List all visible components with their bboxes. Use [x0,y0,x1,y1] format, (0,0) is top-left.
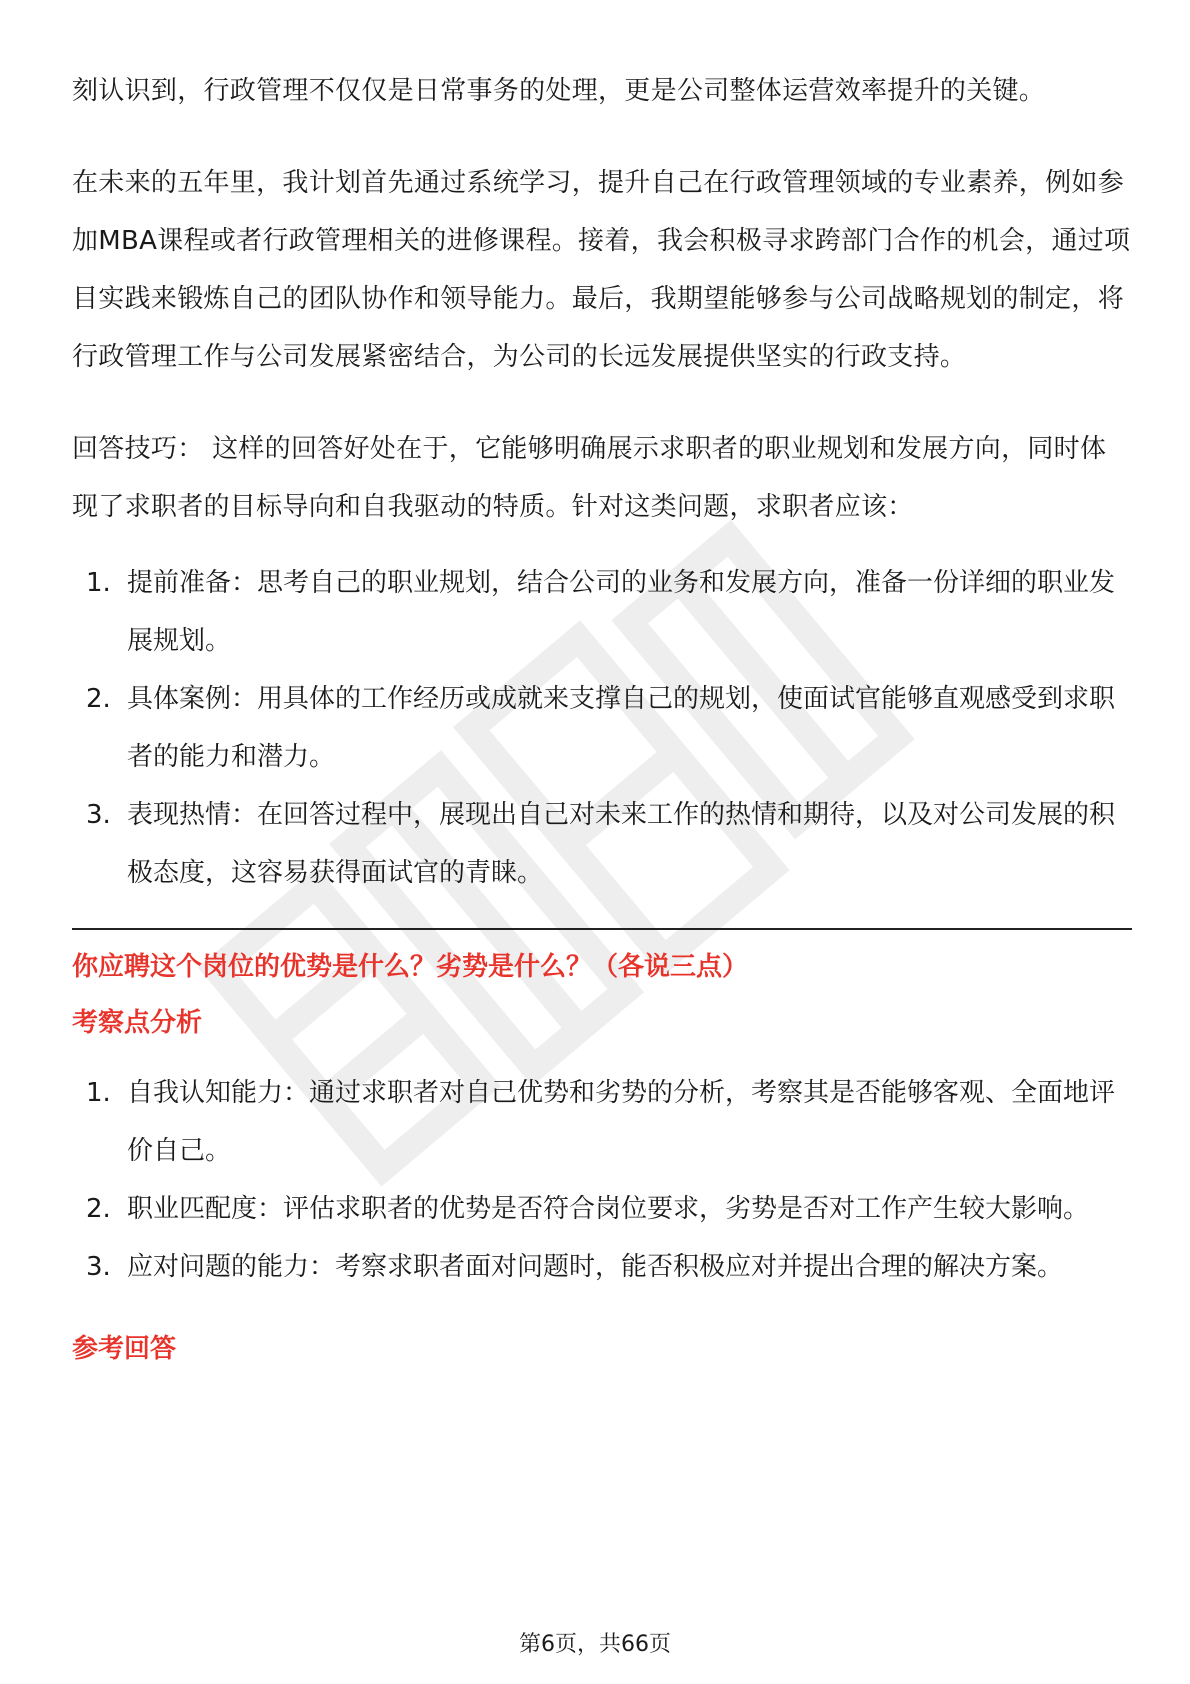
paragraph-answer-tips: 回答技巧： 这样的回答好处在于，它能够明确展示求职者的职业规划和发展方向，同时体现了求职者的目标导向和自我驱动的特质。针对这类问题，求职者应该： [72,434,1107,522]
list-item [72,786,1132,902]
list-number: 1. [86,1078,111,1108]
list-text: 具体案例：用具体的工作经历或成就来支撑自己的规划，使面试官能够直观感受到求职者的能力和潜力。 [127,684,1116,772]
page-number: 第6页，共66页 [519,1632,671,1657]
list-number: 1. [86,568,111,598]
reference-heading: 参考回答 [72,1334,177,1364]
list-item [72,670,1132,786]
paragraph-intro-end: 刻认识到，行政管理不仅仅是日常事务的处理，更是公司整体运营效率提升的关键。 [72,76,1046,106]
section-divider [72,928,1132,930]
list-text: 自我认知能力：通过求职者对自己优势和劣势的分析，考察其是否能够客观、全面地评价自己。 [127,1078,1116,1166]
list-number: 2. [86,1194,111,1224]
question-heading: 你应聘这个岗位的优势是什么？劣势是什么？（各说三点） [72,952,749,982]
list-text: 表现热情：在回答过程中，展现出自己对未来工作的热情和期待，以及对公司发展的积极态度，这容易获得面试官的青睐。 [127,800,1116,888]
analysis-heading: 考察点分析 [72,1008,203,1038]
list-number: 2. [86,684,111,714]
paragraph-five-year-plan: 在未来的五年里，我计划首先通过系统学习，提升自己在行政管理领域的专业素养，例如参加MBA课程或者行政管理相关的进修课程。接着，我会积极寻求跨部门合作的机会，通过项目实践来锻炼自己的团队协作和领导能力。最后，我期望能够参与公司战略规划的制定，将行政管理工作与公司发展紧密结合，为公司的长远发展提供坚实的行政支持。 [72,168,1131,372]
list-text: 提前准备：思考自己的职业规划，结合公司的业务和发展方向，准备一份详细的职业发展规划。 [127,568,1116,656]
list-number: 3. [86,1252,111,1282]
analysis-list [72,1064,1132,1296]
list-item [72,554,1132,670]
list-item [72,1064,1132,1180]
list-text: 应对问题的能力：考察求职者面对问题时，能否积极应对并提出合理的解决方案。 [127,1252,1064,1282]
list-item [72,1180,1132,1238]
content-area [72,62,1132,1390]
list-number: 3. [86,800,111,830]
list-item [72,1238,1132,1296]
list-text: 职业匹配度：评估求职者的优势是否符合岗位要求，劣势是否对工作产生较大影响。 [127,1194,1090,1224]
tips-list [72,554,1132,902]
